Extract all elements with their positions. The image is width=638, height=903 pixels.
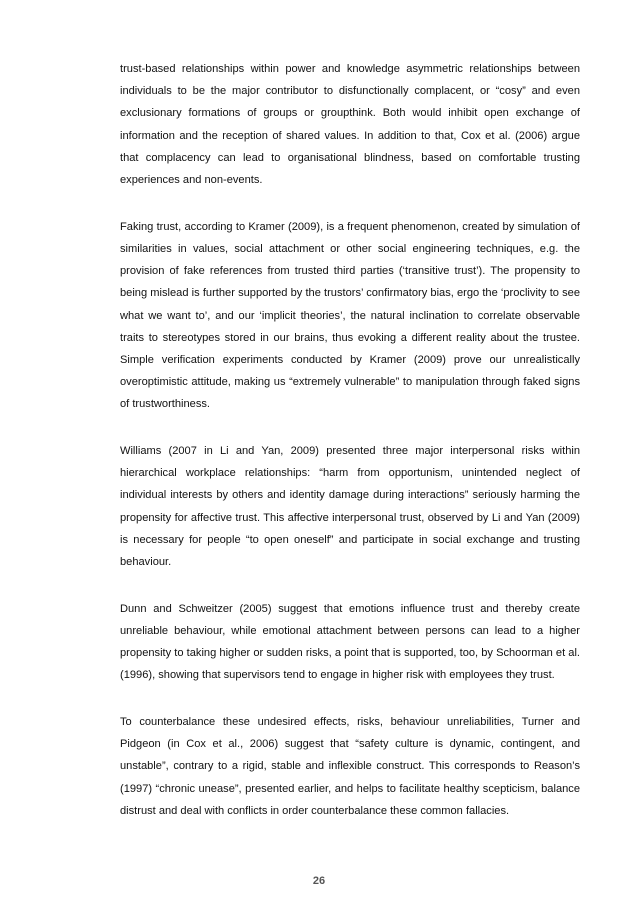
paragraph-emotions: Dunn and Schweitzer (2005) suggest that emotions influence trust and thereby create unreliable behaviour, while emotional attachment between persons can lead to a higher propensity to taking higher or sudden risks, a point that is supported, too, by Schoorman et al. (1996), showing that supervisors tend to engage in higher risk with employees they trust. [120,602,580,682]
page-body [120,58,580,847]
paragraph-complacency: trust-based relationships within power and knowledge asymmetric relationships between individuals to be the major contributor to disfunctionally complacent, or “cosy” and even exclusionary formations of groups or groupthink. Both would inhibit open exchange of information and the reception of shared values. In addition to that, Cox et al. (2006) argue that complacency can lead to organisational blindness, based on comfortable trusting experiences and non-events. [120,63,580,187]
paragraph-faking-trust: Faking trust, according to Kramer (2009), is a frequent phenomenon, created by simulation of similarities in values, social attachment or other social engineering techniques, e.g. the provision of fake references from trusted third parties (‘transitive trust’). The propensity to being mislead is further supported by the trustors’ confirmatory bias, ergo the ‘proclivity to see what we want to’, and our ‘implicit theories’, the natural inclination to correlate observable traits to stereotypes stored in our brains, thus evoking a different reality about the trustee. Simple verification experiments conducted by Kramer (2009) prove our unrealistically overoptimistic attitude, making us “extremely vulnerable” to manipulation through faked signs of trustworthiness. [120,220,580,411]
page-number: 26 [312,875,326,887]
paragraph-counterbalance: To counterbalance these undesired effects, risks, behaviour unreliabilities, Turner and Pidgeon (in Cox et al., 2006) suggest that “safety culture is dynamic, contingent, and unstable”, contrary to a rigid, stable and inflexible construct. This corresponds to Reason’s (1997) “chronic unease”, presented earlier, and helps to facilitate healthy scepticism, balance distrust and deal with conflicts in order counterbalance these common fallacies. [120,716,580,817]
paragraph-interpersonal-risks: Williams (2007 in Li and Yan, 2009) presented three major interpersonal risks within hierarchical workplace relationships: “harm from opportunism, unintended neglect of individual interests by others and identity damage during interactions” seriously harming the propensity for affective trust. This affective interpersonal trust, observed by Li and Yan (2009) is necessary for people “to open oneself” and participate in social exchange and trusting behaviour. [120,445,580,569]
